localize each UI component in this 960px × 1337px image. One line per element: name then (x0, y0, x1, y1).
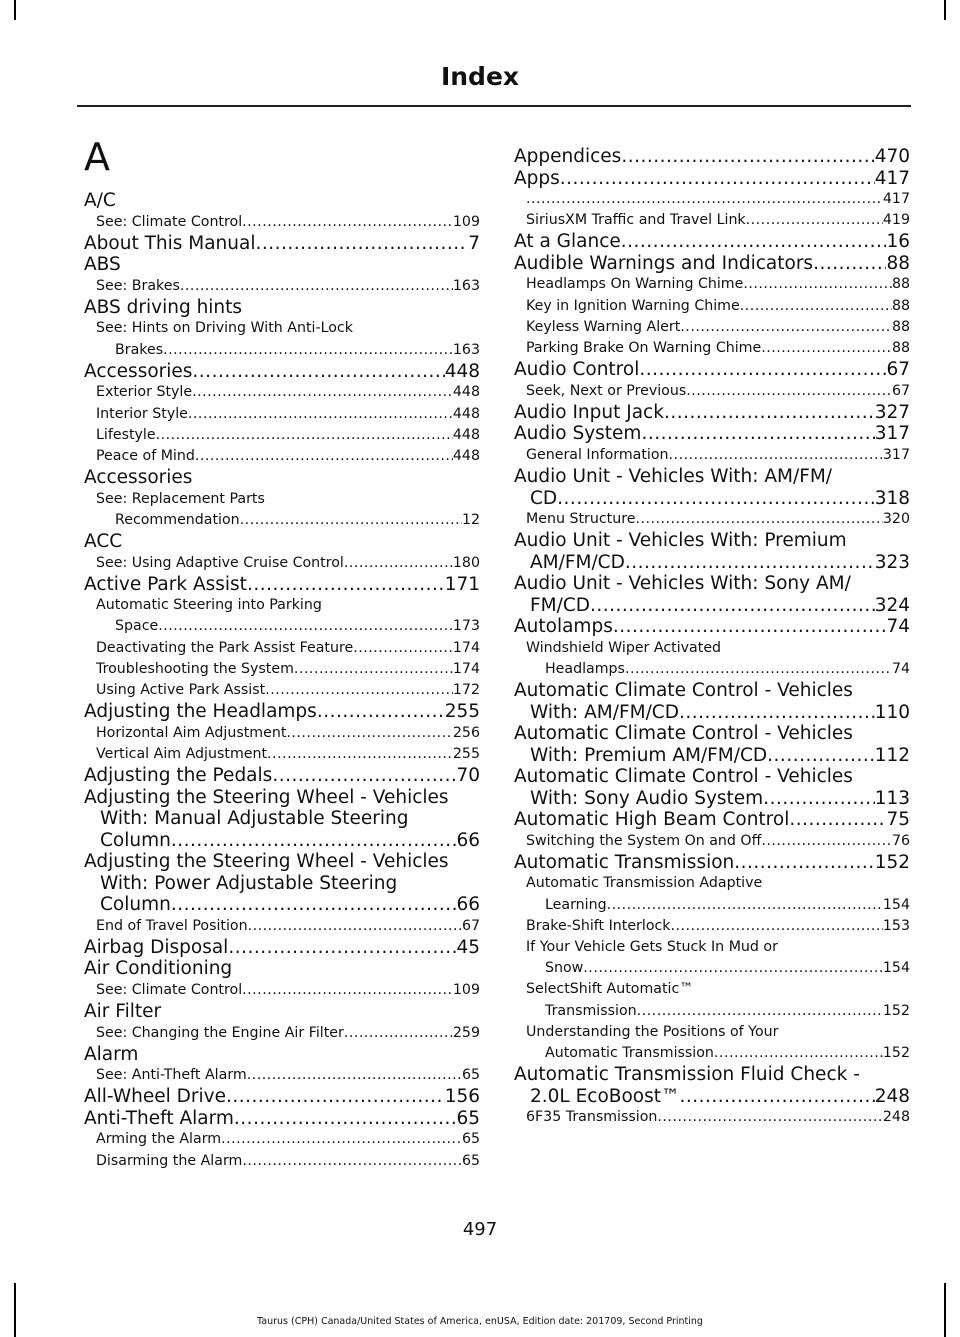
index-entry-continued: With: AM/FM/CD ..... 110 (514, 702, 910, 724)
index-entry: Automatic Transmission Fluid Check - (514, 1064, 860, 1086)
index-entry-continued: FM/CD ..... 324 (514, 595, 910, 617)
index-column-left (84, 135, 480, 1172)
footer-text: Taurus (CPH) Canada/United States of America, enUSA, Edition date: 201709, Second Printing (257, 1316, 703, 1327)
index-entry: Automatic High Beam Control ..... 75 (514, 809, 910, 831)
index-entry: Audio Input Jack ..... 327 (514, 402, 910, 424)
index-subentry: See: Anti-Theft Alarm ..... 65 (84, 1065, 480, 1086)
index-subentry: Troubleshooting the System ..... 174 (84, 659, 480, 680)
index-entry: Appendices ..... 470 (514, 146, 910, 168)
index-subentry-continued: Automatic Transmission ..... 152 (514, 1043, 910, 1064)
index-entry: About This Manual ..... 7 (84, 233, 480, 255)
index-subentry: Keyless Warning Alert ..... 88 (514, 317, 910, 338)
index-subentry-continued: Headlamps ..... 74 (514, 659, 910, 680)
index-entry-continued: With: Power Adjustable Steering (100, 872, 398, 894)
index-subentry: Headlamps On Warning Chime ..... 88 (514, 274, 910, 295)
index-entry: Adjusting the Pedals ..... 70 (84, 765, 480, 787)
index-entry: Automatic Climate Control - Vehicles (514, 680, 853, 702)
index-entry: Audio System ..... 317 (514, 423, 910, 445)
index-entry: Anti-Theft Alarm ..... 65 (84, 1108, 480, 1130)
index-entry: Adjusting the Steering Wheel - Vehicles (84, 786, 449, 808)
header-rule (77, 105, 911, 107)
index-subentry: Arming the Alarm ..... 65 (84, 1129, 480, 1150)
index-entry: Airbag Disposal ..... 45 (84, 937, 480, 959)
index-subentry: Windshield Wiper Activated (526, 639, 722, 656)
index-entry-continued: With: Premium AM/FM/CD ..... 112 (514, 745, 910, 767)
index-entry: Adjusting the Headlamps ..... 255 (84, 701, 480, 723)
index-subentry: If Your Vehicle Gets Stuck In Mud or (526, 939, 778, 956)
index-subentry: Automatic Steering into Parking (96, 597, 322, 614)
index-subentry: ..... 417 (514, 189, 910, 210)
index-entry: Accessories ..... 448 (84, 361, 480, 383)
index-entry: Alarm (84, 1043, 139, 1065)
index-entry: Apps ..... 417 (514, 168, 910, 190)
page-title: Index (440, 62, 520, 91)
index-subentry: SelectShift Automatic™ (526, 981, 694, 998)
index-subentry: Automatic Transmission Adaptive (526, 875, 763, 892)
index-subentry: See: Climate Control ..... 109 (84, 980, 480, 1001)
index-subentry: Interior Style ..... 448 (84, 404, 480, 425)
index-subentry-continued: Space ..... 173 (84, 616, 480, 637)
index-subentry: SiriusXM Traffic and Travel Link ..... 419 (514, 210, 910, 231)
index-entry: All-Wheel Drive ..... 156 (84, 1086, 480, 1108)
index-subentry: Brake-Shift Interlock ..... 153 (514, 916, 910, 937)
index-subentry: See: Changing the Engine Air Filter ..... 259 (84, 1023, 480, 1044)
index-subentry: Vertical Aim Adjustment ..... 255 (84, 744, 480, 765)
index-entry: Automatic Transmission ..... 152 (514, 852, 910, 874)
index-subentry: See: Using Adaptive Cruise Control ..... 180 (84, 553, 480, 574)
index-column-right (514, 146, 910, 1128)
index-subentry: Understanding the Positions of Your (526, 1023, 779, 1040)
index-subentry: Exterior Style ..... 448 (84, 382, 480, 403)
index-entry: Air Filter (84, 1001, 162, 1023)
section-letter: A (84, 135, 110, 179)
index-entry: Automatic Climate Control - Vehicles (514, 723, 853, 745)
index-entry: Autolamps ..... 74 (514, 616, 910, 638)
crop-mark-bottom-right (944, 1283, 946, 1337)
index-subentry: Key in Ignition Warning Chime ..... 88 (514, 296, 910, 317)
index-subentry: Using Active Park Assist ..... 172 (84, 680, 480, 701)
page-number: 497 (462, 1219, 498, 1240)
index-subentry: End of Travel Position ..... 67 (84, 916, 480, 937)
crop-mark-bottom-left (14, 1283, 16, 1337)
index-entry: Audio Control ..... 67 (514, 359, 910, 381)
index-entry-continued: CD ..... 318 (514, 488, 910, 510)
crop-mark-top-left (14, 0, 16, 20)
index-entry: At a Glance ..... 16 (514, 231, 910, 253)
index-subentry: Parking Brake On Warning Chime ..... 88 (514, 338, 910, 359)
index-subentry: Seek, Next or Previous ..... 67 (514, 381, 910, 402)
crop-mark-top-right (944, 0, 946, 20)
index-entry-continued: AM/FM/CD ..... 323 (514, 552, 910, 574)
index-subentry-continued: Recommendation ..... 12 (84, 510, 480, 531)
index-subentry: See: Hints on Driving With Anti-Lock (96, 320, 353, 337)
index-subentry-continued: Brakes ..... 163 (84, 340, 480, 361)
index-entry: ABS driving hints (84, 296, 243, 318)
index-entry: Accessories (84, 467, 193, 489)
index-entry: Adjusting the Steering Wheel - Vehicles (84, 851, 449, 873)
index-subentry-continued: Transmission ..... 152 (514, 1001, 910, 1022)
index-entry-continued: Column ..... 66 (84, 894, 480, 916)
index-subentry-continued: Learning ..... 154 (514, 895, 910, 916)
index-subentry: General Information ..... 317 (514, 445, 910, 466)
index-entry: Audible Warnings and Indicators ..... 88 (514, 253, 910, 275)
index-entry: ABS (84, 254, 121, 276)
index-entry: Audio Unit - Vehicles With: Premium (514, 530, 847, 552)
index-subentry: Lifestyle ..... 448 (84, 425, 480, 446)
index-subentry: See: Climate Control ..... 109 (84, 212, 480, 233)
index-subentry: 6F35 Transmission ..... 248 (514, 1107, 910, 1128)
index-entry-continued: With: Manual Adjustable Steering (100, 808, 409, 830)
index-subentry: Switching the System On and Off ..... 76 (514, 831, 910, 852)
index-subentry: Peace of Mind ..... 448 (84, 446, 480, 467)
index-subentry: Horizontal Aim Adjustment ..... 256 (84, 723, 480, 744)
index-entry: Automatic Climate Control - Vehicles (514, 766, 853, 788)
index-subentry-continued: Snow ..... 154 (514, 958, 910, 979)
index-entry-continued: 2.0L EcoBoost™ ..... 248 (514, 1086, 910, 1108)
index-entry: Audio Unit - Vehicles With: Sony AM/ (514, 573, 851, 595)
index-entry: Active Park Assist ..... 171 (84, 574, 480, 596)
index-entry: ACC (84, 531, 123, 553)
index-entry-continued: Column ..... 66 (84, 830, 480, 852)
index-entry-continued: With: Sony Audio System ..... 113 (514, 788, 910, 810)
index-subentry: See: Replacement Parts (96, 490, 265, 507)
index-subentry: Deactivating the Park Assist Feature ..... 174 (84, 638, 480, 659)
index-subentry: Menu Structure ..... 320 (514, 509, 910, 530)
index-entry: Audio Unit - Vehicles With: AM/FM/ (514, 466, 833, 488)
index-entry: Air Conditioning (84, 958, 233, 980)
index-subentry: Disarming the Alarm ..... 65 (84, 1151, 480, 1172)
index-entry: A/C (84, 190, 116, 211)
index-subentry: See: Brakes ..... 163 (84, 276, 480, 297)
